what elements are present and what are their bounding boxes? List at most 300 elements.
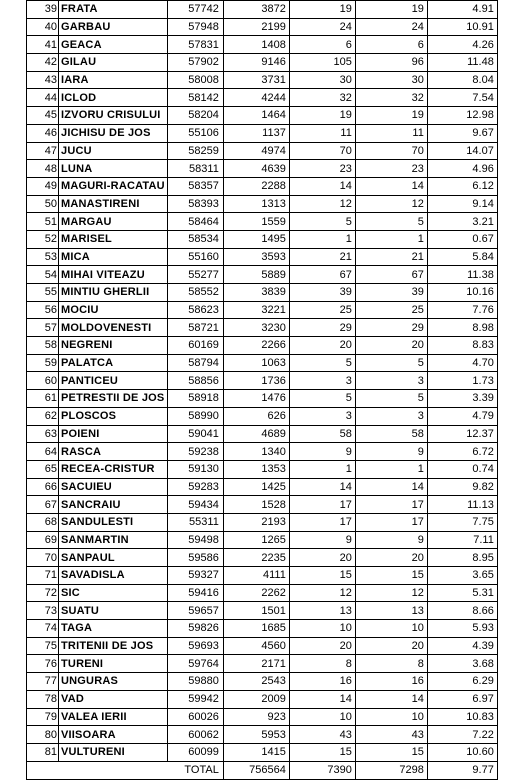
- table-row: [27, 743, 498, 761]
- count-a-value: 11: [289, 124, 355, 142]
- table-row: [27, 319, 498, 337]
- count-a-value: 9: [289, 531, 355, 549]
- count-b-value: 3: [355, 407, 427, 425]
- row-number: 79: [27, 708, 59, 726]
- population-value: 2235: [223, 549, 289, 567]
- percent-value: 11.48: [427, 54, 497, 72]
- count-a-value: 32: [289, 89, 355, 107]
- population-value: 1353: [223, 460, 289, 478]
- siruta-code: 57831: [167, 36, 223, 54]
- count-a-value: 39: [289, 284, 355, 302]
- row-number: 56: [27, 301, 59, 319]
- count-b-value: 58: [355, 425, 427, 443]
- siruta-code: 59041: [167, 425, 223, 443]
- population-value: 1313: [223, 195, 289, 213]
- table-row: [27, 1, 498, 19]
- row-number: 42: [27, 54, 59, 72]
- count-a-value: 10: [289, 708, 355, 726]
- percent-value: 3.65: [427, 567, 497, 585]
- count-b-value: 5: [355, 213, 427, 231]
- row-number: 51: [27, 213, 59, 231]
- count-b-value: 6: [355, 36, 427, 54]
- population-value: 1265: [223, 531, 289, 549]
- siruta-code: 57902: [167, 54, 223, 72]
- table-row: [27, 284, 498, 302]
- count-b-value: 43: [355, 726, 427, 744]
- siruta-code: 58794: [167, 354, 223, 372]
- locality-name: VIISOARA: [59, 726, 168, 744]
- table-row: [27, 478, 498, 496]
- percent-value: 4.79: [427, 407, 497, 425]
- count-a-value: 16: [289, 673, 355, 691]
- row-number: 65: [27, 460, 59, 478]
- count-a-value: 5: [289, 354, 355, 372]
- count-b-value: 13: [355, 602, 427, 620]
- count-b-value: 19: [355, 107, 427, 125]
- siruta-code: 57742: [167, 1, 223, 19]
- count-a-value: 5: [289, 390, 355, 408]
- count-b-value: 12: [355, 584, 427, 602]
- count-a-value: 17: [289, 513, 355, 531]
- data-table: [26, 0, 498, 780]
- locality-name: PANTICEU: [59, 372, 168, 390]
- population-value: 5953: [223, 726, 289, 744]
- table-row: [27, 531, 498, 549]
- siruta-code: 59238: [167, 443, 223, 461]
- siruta-code: 58552: [167, 284, 223, 302]
- population-value: 9146: [223, 54, 289, 72]
- locality-name: JUCU: [59, 142, 168, 160]
- count-a-value: 20: [289, 637, 355, 655]
- locality-name: GILAU: [59, 54, 168, 72]
- table-row: [27, 602, 498, 620]
- population-value: 3872: [223, 1, 289, 19]
- table-row: [27, 443, 498, 461]
- row-number: 39: [27, 1, 59, 19]
- locality-name: UNGURAS: [59, 673, 168, 691]
- count-a-value: 19: [289, 1, 355, 19]
- locality-name: MICA: [59, 248, 168, 266]
- count-a-value: 70: [289, 142, 355, 160]
- locality-name: VALEA IERII: [59, 708, 168, 726]
- percent-value: 4.70: [427, 354, 497, 372]
- locality-name: FRATA: [59, 1, 168, 19]
- percent-value: 4.91: [427, 1, 497, 19]
- count-a-value: 6: [289, 36, 355, 54]
- total-count-a: 7390: [289, 761, 355, 779]
- locality-name: PLOSCOS: [59, 407, 168, 425]
- count-a-value: 14: [289, 177, 355, 195]
- siruta-code: 57948: [167, 18, 223, 36]
- count-b-value: 39: [355, 284, 427, 302]
- count-a-value: 8: [289, 655, 355, 673]
- siruta-code: 59764: [167, 655, 223, 673]
- count-a-value: 21: [289, 248, 355, 266]
- count-a-value: 1: [289, 230, 355, 248]
- locality-name: IZVORU CRISULUI: [59, 107, 168, 125]
- percent-value: 7.76: [427, 301, 497, 319]
- locality-name: SANPAUL: [59, 549, 168, 567]
- locality-name: LUNA: [59, 160, 168, 178]
- count-a-value: 14: [289, 690, 355, 708]
- percent-value: 3.68: [427, 655, 497, 673]
- total-population: 756564: [223, 761, 289, 779]
- count-b-value: 25: [355, 301, 427, 319]
- siruta-code: 59693: [167, 637, 223, 655]
- table-row: [27, 690, 498, 708]
- count-b-value: 96: [355, 54, 427, 72]
- count-b-value: 29: [355, 319, 427, 337]
- population-value: 1408: [223, 36, 289, 54]
- population-value: 1528: [223, 496, 289, 514]
- percent-value: 9.14: [427, 195, 497, 213]
- locality-name: IARA: [59, 71, 168, 89]
- population-value: 3839: [223, 284, 289, 302]
- percent-value: 12.37: [427, 425, 497, 443]
- table-row: [27, 496, 498, 514]
- count-b-value: 67: [355, 266, 427, 284]
- siruta-code: 60099: [167, 743, 223, 761]
- table-row: [27, 513, 498, 531]
- table-row: [27, 390, 498, 408]
- population-value: 1736: [223, 372, 289, 390]
- total-count-b: 7298: [355, 761, 427, 779]
- siruta-code: 59434: [167, 496, 223, 514]
- row-number: 46: [27, 124, 59, 142]
- population-value: 1464: [223, 107, 289, 125]
- locality-name: SACUIEU: [59, 478, 168, 496]
- table-row: [27, 160, 498, 178]
- row-number: 81: [27, 743, 59, 761]
- locality-name: TRITENII DE JOS: [59, 637, 168, 655]
- locality-name: POIENI: [59, 425, 168, 443]
- count-a-value: 25: [289, 301, 355, 319]
- locality-name: VULTURENI: [59, 743, 168, 761]
- count-a-value: 30: [289, 71, 355, 89]
- percent-value: 4.26: [427, 36, 497, 54]
- percent-value: 6.12: [427, 177, 497, 195]
- count-a-value: 29: [289, 319, 355, 337]
- locality-name: PETRESTII DE JOS: [59, 390, 168, 408]
- count-b-value: 1: [355, 230, 427, 248]
- count-a-value: 43: [289, 726, 355, 744]
- row-number: 58: [27, 337, 59, 355]
- total-row: [27, 761, 498, 779]
- row-number: 63: [27, 425, 59, 443]
- percent-value: 8.04: [427, 71, 497, 89]
- count-b-value: 15: [355, 743, 427, 761]
- count-b-value: 9: [355, 443, 427, 461]
- siruta-code: 55160: [167, 248, 223, 266]
- locality-name: MARGAU: [59, 213, 168, 231]
- table-row: [27, 372, 498, 390]
- count-b-value: 9: [355, 531, 427, 549]
- percent-value: 9.82: [427, 478, 497, 496]
- population-value: 3221: [223, 301, 289, 319]
- count-b-value: 20: [355, 637, 427, 655]
- count-a-value: 3: [289, 407, 355, 425]
- population-value: 4560: [223, 637, 289, 655]
- percent-value: 3.39: [427, 390, 497, 408]
- row-number: 59: [27, 354, 59, 372]
- siruta-code: 59942: [167, 690, 223, 708]
- percent-value: 7.22: [427, 726, 497, 744]
- table-row: [27, 460, 498, 478]
- row-number: 62: [27, 407, 59, 425]
- row-number: 52: [27, 230, 59, 248]
- percent-value: 10.60: [427, 743, 497, 761]
- table-row: [27, 124, 498, 142]
- percent-value: 8.98: [427, 319, 497, 337]
- locality-name: MOLDOVENESTI: [59, 319, 168, 337]
- count-b-value: 19: [355, 1, 427, 19]
- locality-name: JICHISU DE JOS: [59, 124, 168, 142]
- siruta-code: 59657: [167, 602, 223, 620]
- table-row: [27, 567, 498, 585]
- row-number: 72: [27, 584, 59, 602]
- siruta-code: 58311: [167, 160, 223, 178]
- count-b-value: 11: [355, 124, 427, 142]
- count-b-value: 17: [355, 513, 427, 531]
- siruta-code: 60026: [167, 708, 223, 726]
- locality-name: SANMARTIN: [59, 531, 168, 549]
- count-b-value: 1: [355, 460, 427, 478]
- siruta-code: 59586: [167, 549, 223, 567]
- count-b-value: 70: [355, 142, 427, 160]
- siruta-code: 59283: [167, 478, 223, 496]
- count-b-value: 20: [355, 337, 427, 355]
- table-row: [27, 71, 498, 89]
- percent-value: 8.83: [427, 337, 497, 355]
- siruta-code: 59498: [167, 531, 223, 549]
- locality-name: MIHAI VITEAZU: [59, 266, 168, 284]
- percent-value: 1.73: [427, 372, 497, 390]
- percent-value: 11.38: [427, 266, 497, 284]
- row-number: 74: [27, 620, 59, 638]
- row-number: 68: [27, 513, 59, 531]
- siruta-code: 60062: [167, 726, 223, 744]
- population-value: 1063: [223, 354, 289, 372]
- row-number: 80: [27, 726, 59, 744]
- locality-name: MINTIU GHERLII: [59, 284, 168, 302]
- population-value: 1415: [223, 743, 289, 761]
- table-row: [27, 655, 498, 673]
- siruta-code: 58259: [167, 142, 223, 160]
- count-b-value: 14: [355, 478, 427, 496]
- count-a-value: 14: [289, 478, 355, 496]
- population-value: 3593: [223, 248, 289, 266]
- row-number: 64: [27, 443, 59, 461]
- population-value: 2009: [223, 690, 289, 708]
- locality-name: GARBAU: [59, 18, 168, 36]
- siruta-code: 55106: [167, 124, 223, 142]
- count-b-value: 8: [355, 655, 427, 673]
- count-a-value: 23: [289, 160, 355, 178]
- row-number: 49: [27, 177, 59, 195]
- table-row: [27, 301, 498, 319]
- table-row: [27, 673, 498, 691]
- siruta-code: 59416: [167, 584, 223, 602]
- population-value: 2193: [223, 513, 289, 531]
- row-number: 55: [27, 284, 59, 302]
- row-number: 54: [27, 266, 59, 284]
- row-number: 67: [27, 496, 59, 514]
- count-a-value: 5: [289, 213, 355, 231]
- row-number: 60: [27, 372, 59, 390]
- population-value: 2171: [223, 655, 289, 673]
- total-blank-cell: [27, 761, 59, 779]
- percent-value: 10.16: [427, 284, 497, 302]
- siruta-code: 58534: [167, 230, 223, 248]
- row-number: 57: [27, 319, 59, 337]
- locality-name: SANDULESTI: [59, 513, 168, 531]
- population-value: 1501: [223, 602, 289, 620]
- row-number: 77: [27, 673, 59, 691]
- locality-name: TURENI: [59, 655, 168, 673]
- table-row: [27, 213, 498, 231]
- percent-value: 0.67: [427, 230, 497, 248]
- count-a-value: 24: [289, 18, 355, 36]
- count-b-value: 24: [355, 18, 427, 36]
- count-a-value: 17: [289, 496, 355, 514]
- count-a-value: 15: [289, 743, 355, 761]
- table-row: [27, 407, 498, 425]
- locality-name: TAGA: [59, 620, 168, 638]
- table-row: [27, 195, 498, 213]
- siruta-code: 58142: [167, 89, 223, 107]
- locality-name: VAD: [59, 690, 168, 708]
- count-a-value: 3: [289, 372, 355, 390]
- percent-value: 4.39: [427, 637, 497, 655]
- siruta-code: 58990: [167, 407, 223, 425]
- table-body: [27, 1, 498, 762]
- row-number: 40: [27, 18, 59, 36]
- percent-value: 12.98: [427, 107, 497, 125]
- siruta-code: 58623: [167, 301, 223, 319]
- population-value: 2266: [223, 337, 289, 355]
- percent-value: 0.74: [427, 460, 497, 478]
- population-value: 2288: [223, 177, 289, 195]
- percent-value: 10.83: [427, 708, 497, 726]
- total-blank-cell: [59, 761, 168, 779]
- population-value: 1476: [223, 390, 289, 408]
- count-a-value: 1: [289, 460, 355, 478]
- percent-value: 5.31: [427, 584, 497, 602]
- percent-value: 5.93: [427, 620, 497, 638]
- row-number: 44: [27, 89, 59, 107]
- population-value: 1340: [223, 443, 289, 461]
- population-value: 5889: [223, 266, 289, 284]
- row-number: 69: [27, 531, 59, 549]
- population-value: 3731: [223, 71, 289, 89]
- percent-value: 7.11: [427, 531, 497, 549]
- table-row: [27, 726, 498, 744]
- locality-name: MAGURI-RACATAU: [59, 177, 168, 195]
- locality-name: ICLOD: [59, 89, 168, 107]
- count-b-value: 12: [355, 195, 427, 213]
- population-value: 4244: [223, 89, 289, 107]
- population-value: 1137: [223, 124, 289, 142]
- locality-name: SAVADISLA: [59, 567, 168, 585]
- table-row: [27, 584, 498, 602]
- row-number: 41: [27, 36, 59, 54]
- row-number: 53: [27, 248, 59, 266]
- count-b-value: 16: [355, 673, 427, 691]
- locality-name: MANASTIRENI: [59, 195, 168, 213]
- table-row: [27, 18, 498, 36]
- count-b-value: 5: [355, 354, 427, 372]
- locality-name: PALATCA: [59, 354, 168, 372]
- population-value: 923: [223, 708, 289, 726]
- row-number: 70: [27, 549, 59, 567]
- population-value: 4689: [223, 425, 289, 443]
- table-row: [27, 337, 498, 355]
- count-a-value: 58: [289, 425, 355, 443]
- population-value: 3230: [223, 319, 289, 337]
- population-value: 4974: [223, 142, 289, 160]
- siruta-code: 58204: [167, 107, 223, 125]
- count-b-value: 15: [355, 567, 427, 585]
- locality-name: NEGRENI: [59, 337, 168, 355]
- row-number: 78: [27, 690, 59, 708]
- count-a-value: 9: [289, 443, 355, 461]
- percent-value: 8.95: [427, 549, 497, 567]
- count-b-value: 10: [355, 620, 427, 638]
- locality-name: GEACA: [59, 36, 168, 54]
- siruta-code: 59826: [167, 620, 223, 638]
- row-number: 66: [27, 478, 59, 496]
- population-value: 1495: [223, 230, 289, 248]
- siruta-code: 58464: [167, 213, 223, 231]
- locality-name: MOCIU: [59, 301, 168, 319]
- count-b-value: 5: [355, 390, 427, 408]
- population-value: 2199: [223, 18, 289, 36]
- percent-value: 7.54: [427, 89, 497, 107]
- population-value: 1685: [223, 620, 289, 638]
- row-number: 76: [27, 655, 59, 673]
- table-row: [27, 36, 498, 54]
- total-label: TOTAL: [167, 761, 223, 779]
- siruta-code: 58721: [167, 319, 223, 337]
- count-b-value: 17: [355, 496, 427, 514]
- percent-value: 6.97: [427, 690, 497, 708]
- siruta-code: 59130: [167, 460, 223, 478]
- table-row: [27, 549, 498, 567]
- percent-value: 6.29: [427, 673, 497, 691]
- count-b-value: 10: [355, 708, 427, 726]
- count-a-value: 19: [289, 107, 355, 125]
- population-value: 2543: [223, 673, 289, 691]
- row-number: 45: [27, 107, 59, 125]
- total-percent: 9.77: [427, 761, 497, 779]
- count-a-value: 13: [289, 602, 355, 620]
- count-a-value: 15: [289, 567, 355, 585]
- siruta-code: 59880: [167, 673, 223, 691]
- siruta-code: 60169: [167, 337, 223, 355]
- population-value: 1425: [223, 478, 289, 496]
- table-row: [27, 266, 498, 284]
- count-b-value: 21: [355, 248, 427, 266]
- percent-value: 10.91: [427, 18, 497, 36]
- percent-value: 14.07: [427, 142, 497, 160]
- table-row: [27, 354, 498, 372]
- count-a-value: 20: [289, 337, 355, 355]
- locality-name: SUATU: [59, 602, 168, 620]
- row-number: 50: [27, 195, 59, 213]
- percent-value: 5.84: [427, 248, 497, 266]
- population-value: 4639: [223, 160, 289, 178]
- count-a-value: 12: [289, 195, 355, 213]
